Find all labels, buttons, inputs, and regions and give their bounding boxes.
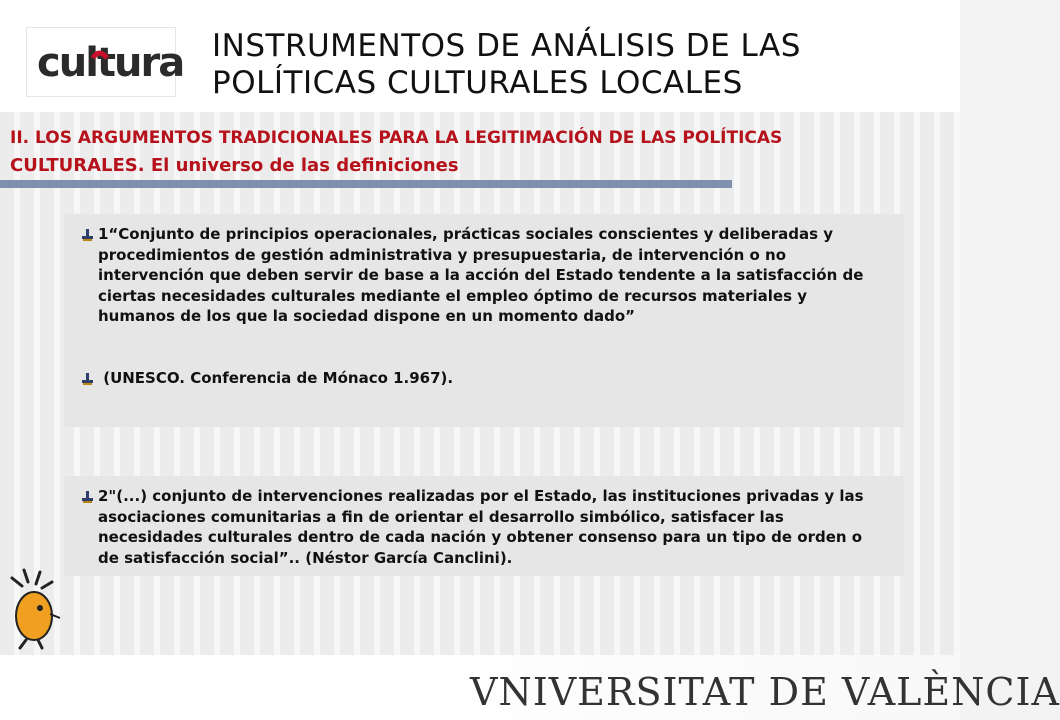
cultura-logo-icon	[31, 32, 184, 92]
title-line-2: POLÍTICAS CULTURALES LOCALES	[212, 65, 743, 101]
cultura-logo-text: cultura	[37, 40, 184, 86]
slide-title	[212, 28, 912, 102]
definition-panel-2	[64, 476, 904, 576]
university-name: VNIVERSITAT DE VALÈNCIA	[470, 670, 1060, 714]
definition-source-1: (UNESCO. Conferencia de Mónaco 1.967).	[98, 369, 454, 387]
heading-underline	[0, 180, 732, 188]
list-item	[78, 368, 878, 389]
title-line-1: INSTRUMENTOS DE ANÁLISIS DE LAS	[212, 28, 801, 64]
bullet-icon	[78, 371, 98, 387]
definition-text-1: 1“Conjunto de principios operacionales, prácticas sociales conscientes y deliberadas y procedimientos de gestión administrativa y presupuestaria, de intervención o no intervención que deben servir de base a la acción del Estado tendente a la satisfacción de ciertas necesidades culturales mediante el empleo óptimo de recursos materiales y humanos de los que la sociedad dispone en un momento dado”	[98, 225, 864, 325]
section-heading-line-2: CULTURALES. El universo de las definiciones	[10, 155, 459, 176]
section-heading	[10, 125, 940, 179]
section-heading-line-1: II. LOS ARGUMENTOS TRADICIONALES PARA LA LEGITIMACIÓN DE LAS POLÍTICAS	[10, 128, 783, 148]
bullet-icon	[78, 227, 98, 243]
cultura-logo	[26, 27, 184, 97]
bullet-icon	[78, 489, 98, 505]
mascot-icon	[6, 568, 62, 650]
list-item	[78, 224, 878, 327]
university-logo	[470, 668, 1060, 716]
definition-text-2: 2"(...) conjunto de intervenciones realizadas por el Estado, las instituciones privadas y las asociaciones comunitarias a fin de orientar el desarrollo simbólico, satisfacer las necesidades culturales dentro de cada nación y obtener consenso para un tipo de orden o de satisfacción social”.. (Néstor García Canclini).	[98, 487, 864, 567]
definition-panel-1	[64, 214, 904, 427]
list-item	[78, 486, 888, 568]
